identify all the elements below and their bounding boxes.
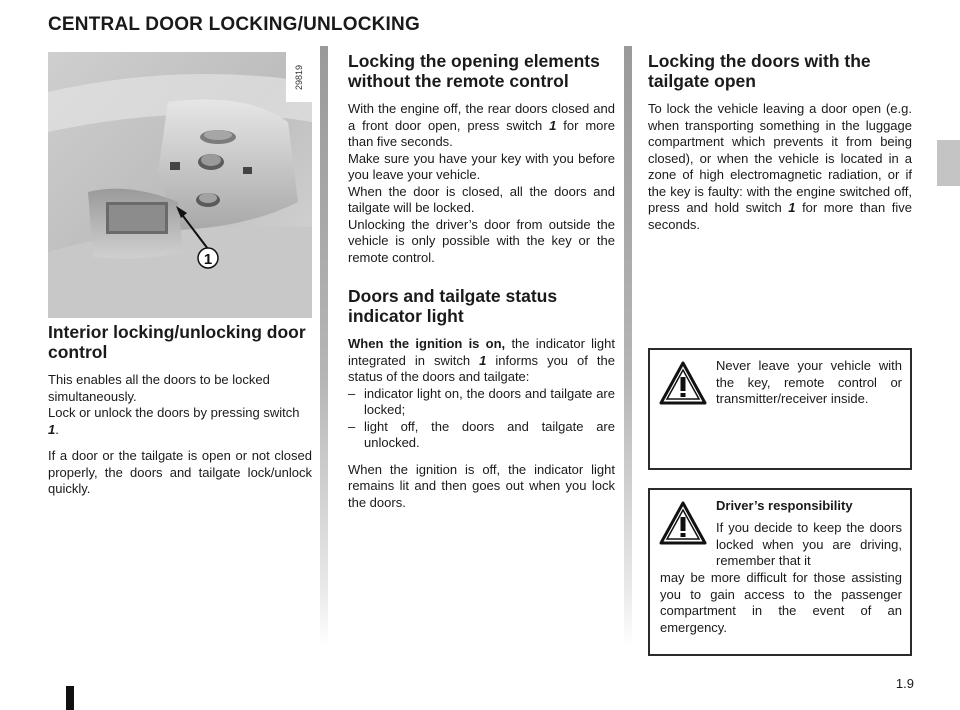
column-3: [648, 51, 912, 233]
warning-content: [716, 498, 902, 570]
warning-triangle-icon: [658, 360, 708, 406]
warning-text: If you decide to keep the doors locked when you are driving, remember that it: [716, 520, 902, 568]
page-title: CENTRAL DOOR LOCKING/UNLOCKING: [48, 14, 420, 35]
paragraph: Make sure you have your key with you before you leave your vehicle.: [348, 150, 615, 182]
warning-triangle-icon: [658, 500, 708, 546]
column-1: [48, 322, 312, 498]
column-divider: [624, 46, 632, 646]
paragraph: If a door or the tailgate is open or not closed properly, the doors and tailgate lock/unlock quickly.: [48, 448, 312, 496]
paragraph: This enables all the doors to be locked simultaneously. Lock or unlock the doors by pressing switch 1.: [48, 372, 300, 437]
warning-box: [648, 348, 912, 470]
column-2: [348, 51, 615, 511]
figure-callout: 1: [203, 251, 213, 268]
paragraph: To lock the vehicle leaving a door open (e.g. when transporting something in the luggage compartment which prevents it from being closed), or when the vehicle is located in a zone of high electromagnetic radiation, or if the key is faulty: with the engine switched off, press and hold switch 1 for more than five seconds.: [648, 101, 912, 232]
status-indicator-heading: Doors and tailgate status indicator light: [348, 286, 558, 326]
warning-heading: Driver’s responsibility: [716, 498, 853, 513]
locking-without-remote-heading: Locking the opening elements without the remote control: [348, 51, 600, 91]
paragraph: Unlocking the driver’s door from outside the vehicle is only possible with the key or the remote control.: [348, 216, 615, 265]
warning-box: [648, 488, 912, 656]
page-number: 1.9: [895, 676, 914, 691]
paragraph: When the ignition is off, the indicator light remains lit and then goes out when you lock the doors.: [348, 461, 615, 510]
warning-text: may be more difficult for those assisting you to gain access to the passenger compartment in the event of an emergency.: [660, 570, 902, 635]
paragraph: When the ignition is on, the indicator light integrated in switch 1 informs you of the status of the doors and tailgate:: [348, 336, 616, 384]
paragraph: When the door is closed, all the doors and tailgate will be locked.: [348, 183, 615, 215]
column-divider: [320, 46, 328, 646]
list-item: – light off, the doors and tailgate are unlocked.: [348, 418, 615, 450]
interior-switch-photo: [48, 52, 312, 318]
page-edge-mark: [66, 686, 74, 710]
list-item: – indicator light on, the doors and tailgate are locked;: [348, 385, 615, 417]
section-tab: [937, 140, 960, 186]
tailgate-open-heading: Locking the doors with the tailgate open: [648, 51, 871, 91]
paragraph: With the engine off, the rear doors closed and a front door open, press switch 1 for more than five seconds.: [348, 101, 615, 149]
interior-locking-heading: Interior locking/unlocking door control: [48, 322, 306, 362]
figure-code: 29819: [286, 52, 312, 102]
warning-text: Never leave your vehicle with the key, remote control or transmitter/receiver inside.: [716, 358, 902, 406]
